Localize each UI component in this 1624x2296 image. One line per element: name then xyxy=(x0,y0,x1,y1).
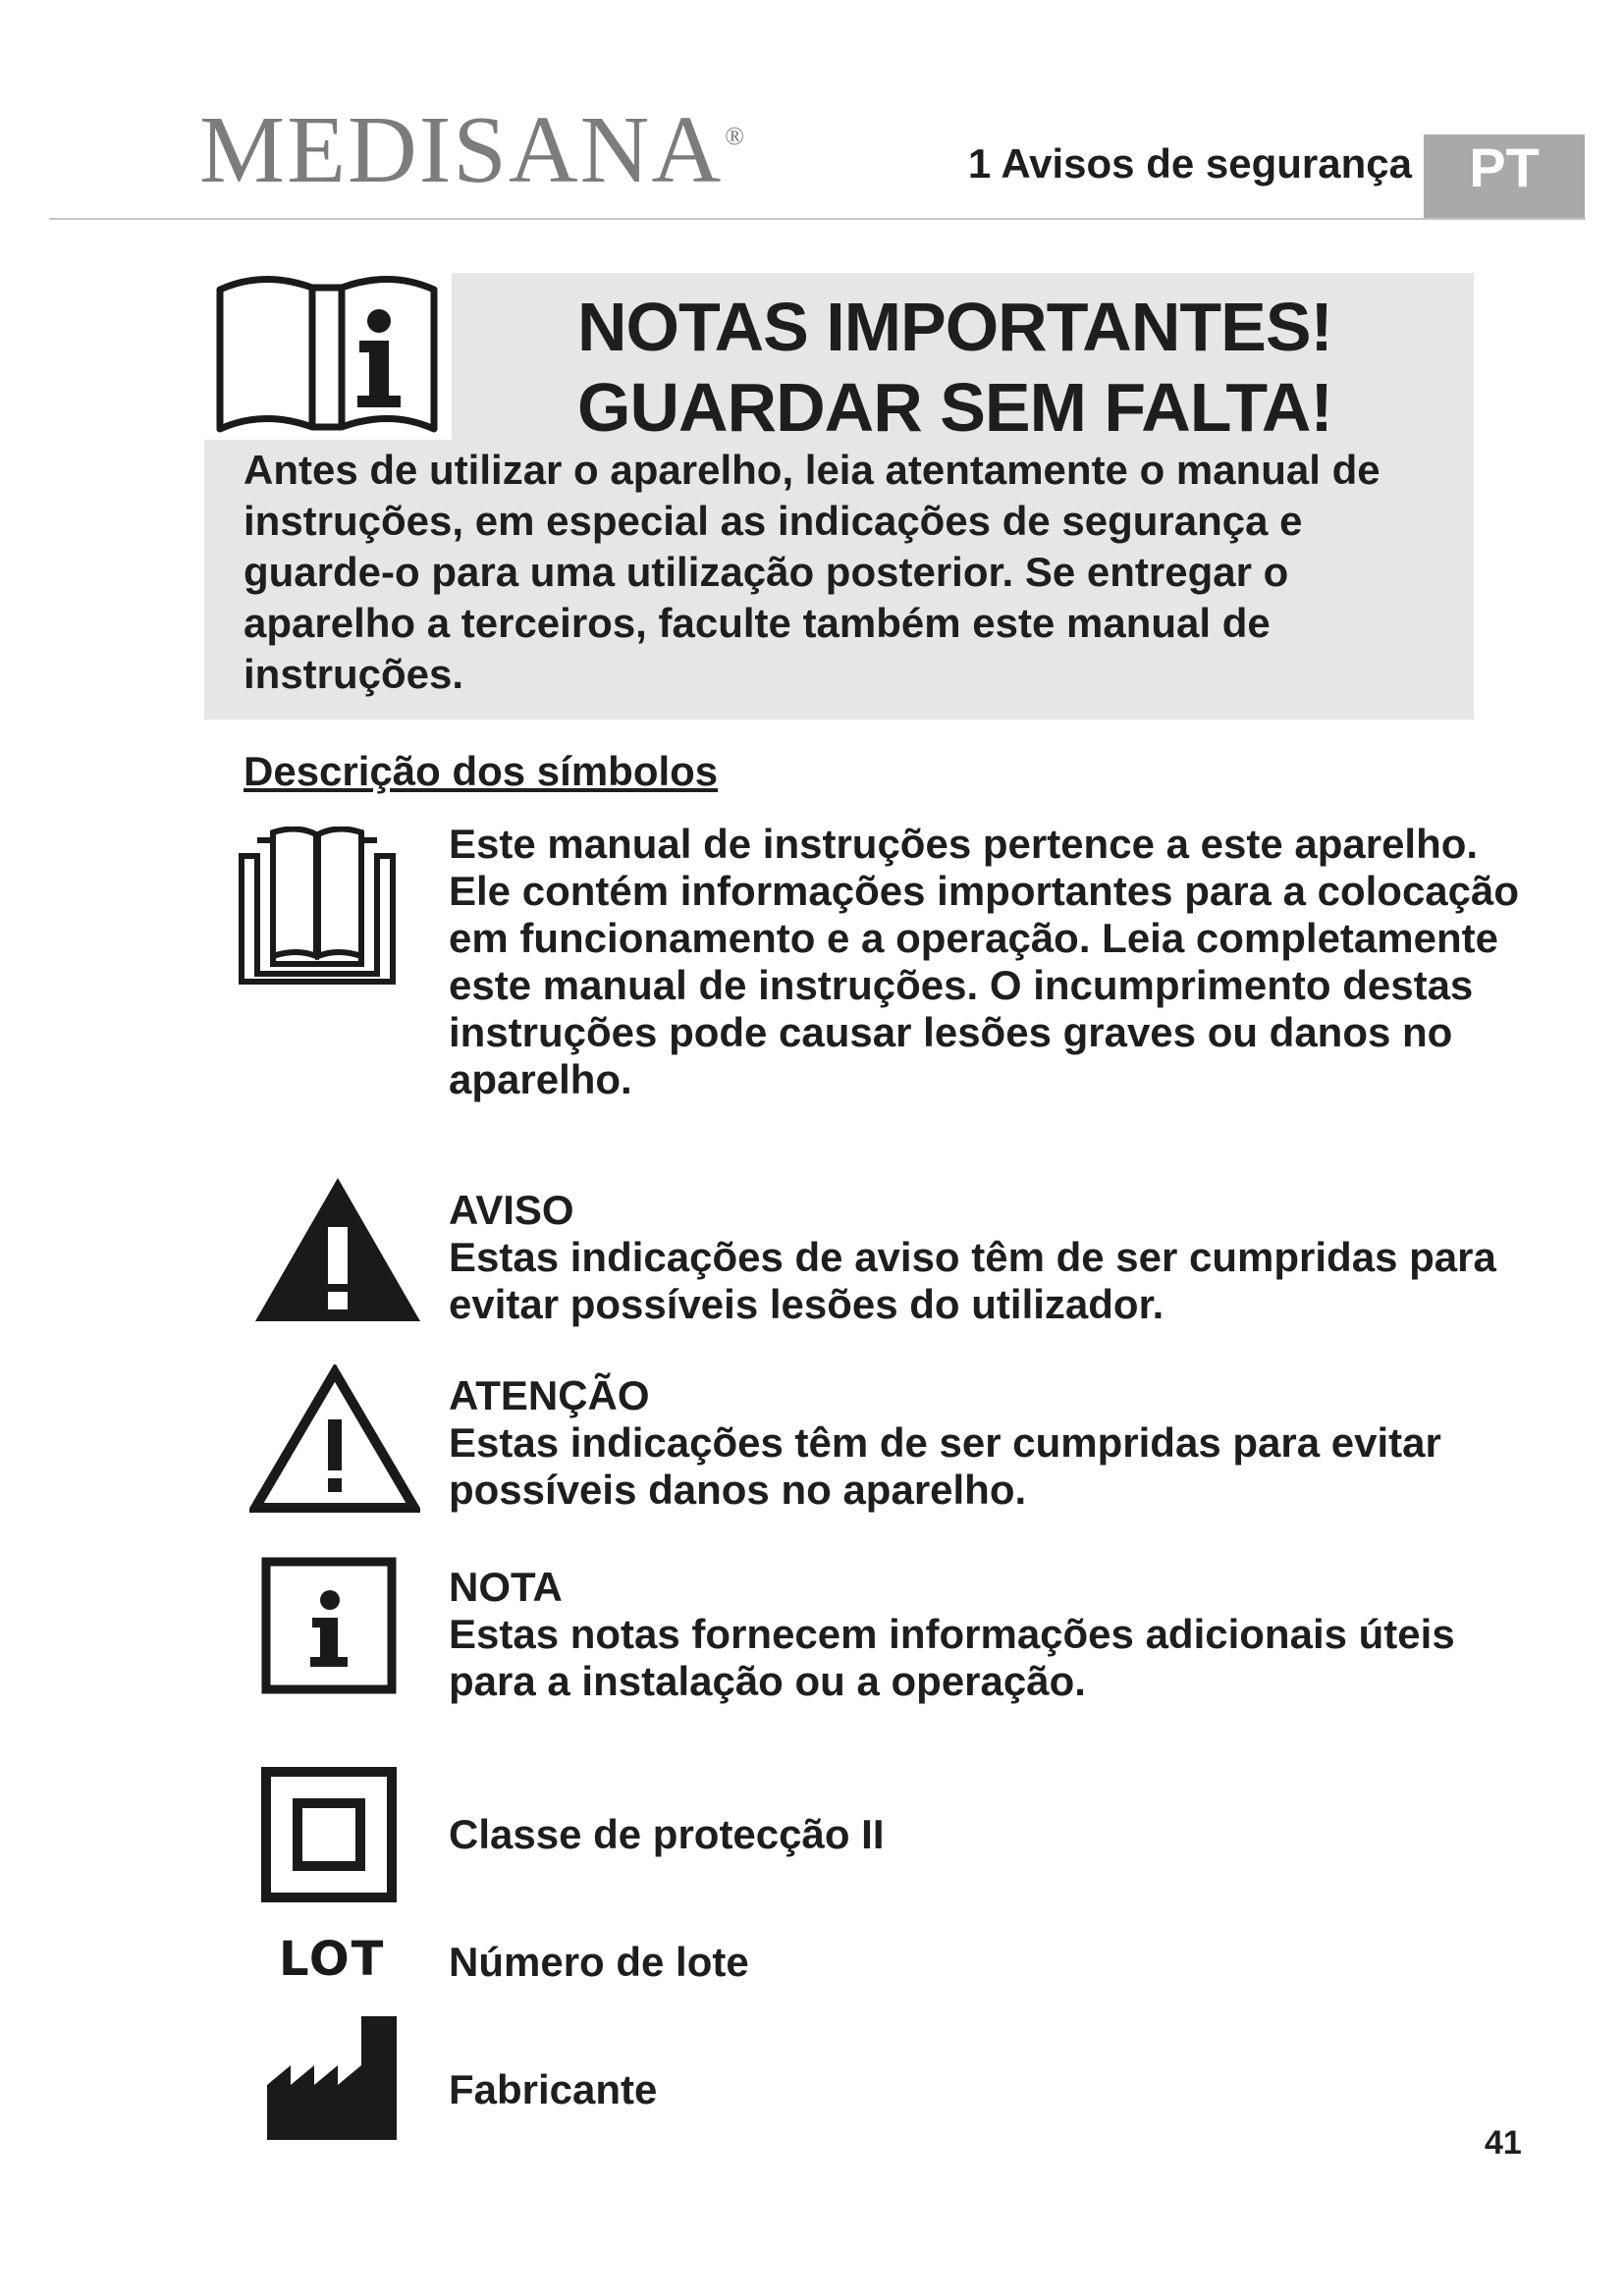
registered-mark: ® xyxy=(725,122,746,150)
symbol-desc-aviso xyxy=(449,1187,1548,1328)
page-number: 41 xyxy=(1485,2124,1522,2162)
symbol-desc-lot xyxy=(449,1939,1548,1986)
brand-name: MEDISANA xyxy=(199,97,724,203)
header-divider xyxy=(49,218,1586,220)
section-title: 1 Avisos de segurança xyxy=(967,140,1412,187)
notice-body: Antes de utilizar o aparelho, leia atentamente o manual de instruções, em especial as indicações de segurança e guarde-o para uma utilização posterior. Se entregar o aparelho a terceiros, faculte também este manual de instruções. xyxy=(244,447,1380,697)
warning-outline-icon xyxy=(249,1364,420,1514)
symbol-text: Estas notas fornecem informações adicionais úteis para a instalação ou a operação. xyxy=(449,1611,1455,1704)
info-book-icon xyxy=(214,270,440,435)
symbol-text: Estas indicações têm de ser cumpridas para evitar possíveis danos no aparelho. xyxy=(449,1419,1441,1513)
symbol-title: NOTA xyxy=(449,1564,563,1610)
info-square-icon xyxy=(261,1557,397,1694)
symbol-text: Fabricante xyxy=(449,2066,658,2112)
symbol-desc-nota xyxy=(449,1564,1548,1705)
symbol-title: ATENÇÃO xyxy=(449,1372,650,1418)
brand-logo xyxy=(199,97,746,203)
symbol-desc-manual xyxy=(449,821,1548,1103)
warning-filled-icon xyxy=(253,1176,422,1323)
symbol-text: Classe de protecção II xyxy=(449,1811,885,1857)
protection-class-ii-icon xyxy=(261,1767,397,1902)
manual-book-icon xyxy=(238,827,397,986)
symbol-desc-manufacturer xyxy=(449,2066,1548,2113)
symbol-text: Número de lote xyxy=(449,1939,749,1985)
language-tab: PT xyxy=(1424,134,1585,220)
symbols-heading: Descrição dos símbolos xyxy=(244,748,719,794)
symbol-desc-atencao xyxy=(449,1372,1548,1514)
symbol-text: Estas indicações de aviso têm de ser cumpridas para evitar possíveis lesões do utilizador. xyxy=(449,1234,1496,1327)
notice-title-line-2: GUARDAR SEM FALTA! xyxy=(577,369,1332,446)
manufacturer-icon xyxy=(265,2014,399,2140)
symbol-title: AVISO xyxy=(449,1187,574,1233)
symbol-text: Este manual de instruções pertence a este aparelho. Ele contém informações importantes para a colocação em funcionamento e a operação. Leia completamente este manual de instruções. O incumprimento destas instruções pode causar lesões graves ou danos no aparelho. xyxy=(449,821,1520,1102)
notice-title-line-1: NOTAS IMPORTANTES! xyxy=(577,289,1332,365)
notice-title xyxy=(577,287,1332,448)
symbol-desc-protection-class xyxy=(449,1811,1548,1858)
lot-icon: LOT xyxy=(279,1932,386,1987)
